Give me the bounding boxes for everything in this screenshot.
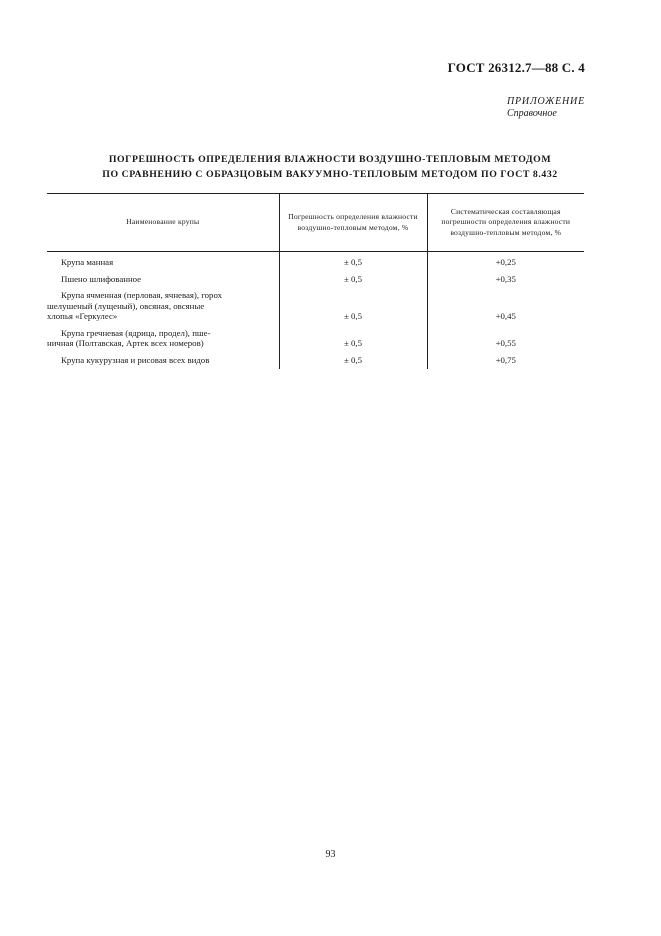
grain-name-line: Крупа кукурузная и рисовая всех видов (61, 354, 210, 365)
grain-name-line: Крупа гречневая (ядрица, продел), пше- (61, 327, 211, 338)
grain-name-cell (47, 252, 279, 272)
grain-name-cell (47, 288, 279, 326)
appendix-label-block (507, 96, 585, 120)
error-cell: ± 0,5 (279, 326, 427, 353)
table-row (47, 272, 584, 289)
table-row (47, 353, 584, 370)
table-row (47, 252, 584, 272)
appendix-label: ПРИЛОЖЕНИЕ (507, 96, 585, 107)
systematic-error-cell: +0,45 (427, 288, 584, 326)
grain-name-cell (47, 272, 279, 289)
grain-name-cell (47, 326, 279, 353)
error-cell: ± 0,5 (279, 252, 427, 272)
grain-name-cell (47, 353, 279, 370)
systematic-error-cell: +0,75 (427, 353, 584, 370)
table-title-line-2: ПО СРАВНЕНИЮ С ОБРАЗЦОВЫМ ВАКУУМНО-ТЕПЛОВЫМ МЕТОДОМ ПО ГОСТ 8.432 (102, 169, 558, 180)
grain-name-line: Пшено шлифованное (61, 273, 142, 284)
column-header-error: Погрешность определения влажности воздушно-тепловым методом, % (279, 194, 427, 252)
systematic-error-cell: +0,35 (427, 272, 584, 289)
moisture-error-table (47, 193, 584, 369)
standard-reference: ГОСТ 26312.7—88 С. 4 (447, 60, 585, 75)
error-cell: ± 0,5 (279, 353, 427, 370)
table-row (47, 288, 584, 326)
page-number: 93 (325, 849, 336, 860)
systematic-error-cell: +0,55 (427, 326, 584, 353)
systematic-error-cell: +0,25 (427, 252, 584, 272)
table-title (40, 152, 620, 182)
grain-name-line: хлопья «Геркулес» (47, 311, 118, 321)
data-table (47, 193, 584, 369)
grain-name-line: ничная (Полтавская, Артек всех номеров) (47, 338, 204, 348)
column-header-grain-name: Наименование крупы (47, 194, 279, 252)
grain-name-line: шелушеный (лущеный), овсяная, овсяные (47, 300, 205, 311)
table-title-line-1: ПОГРЕШНОСТЬ ОПРЕДЕЛЕНИЯ ВЛАЖНОСТИ ВОЗДУШНО-ТЕПЛОВЫМ МЕТОДОМ (108, 154, 552, 165)
error-cell: ± 0,5 (279, 288, 427, 326)
column-header-systematic-error: Систематическая составляющая погрешности определения влажности воздушно-тепловым методом, % (427, 194, 584, 252)
table-header-row (47, 194, 584, 252)
grain-name-line: Крупа манная (61, 257, 114, 267)
appendix-note: Справочное (507, 108, 557, 119)
error-cell: ± 0,5 (279, 272, 427, 289)
grain-name-line: Крупа ячменная (перловая, ячневая), горох (61, 290, 223, 300)
table-row (47, 326, 584, 353)
